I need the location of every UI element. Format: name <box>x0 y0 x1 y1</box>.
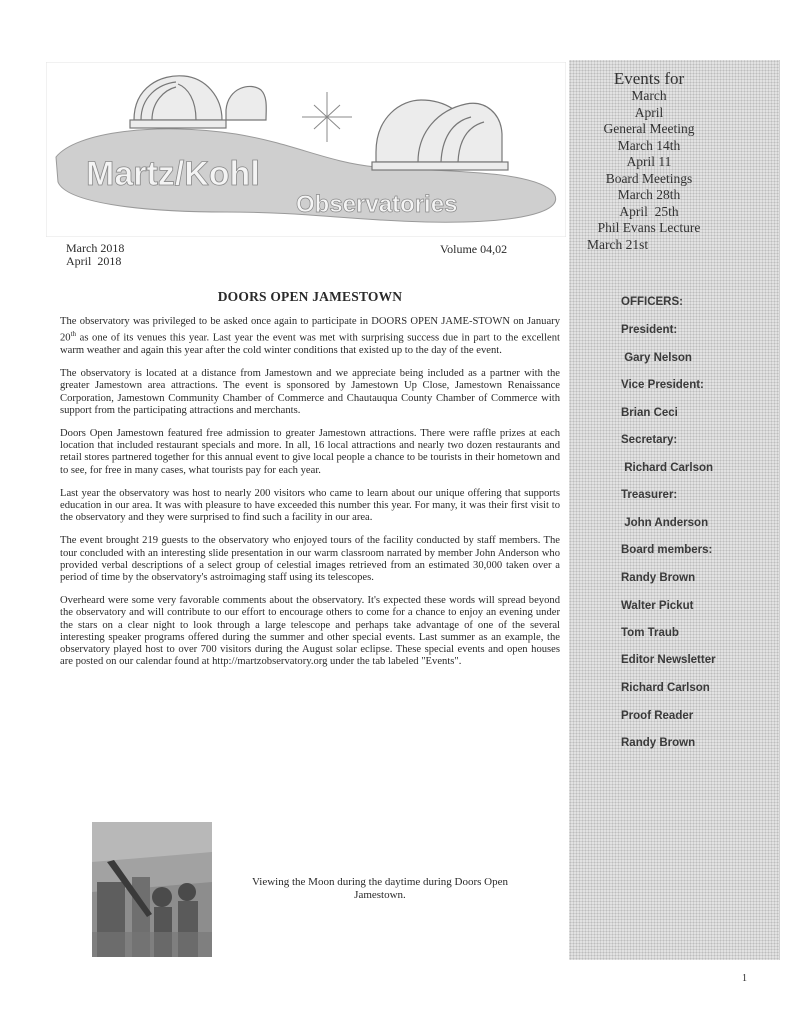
officers-heading: OFFICERS: <box>621 296 683 308</box>
page-number: 1 <box>742 973 747 984</box>
article-paragraph: The observatory is located at a distance from Jamestown and we appreciate being included as a partner with the greater Jamestown area attractions. The event is sponsored by Jamestown Up Close, Jamestown Renaissance Corporation, Jamestown Community Chamber of Commerce and Chautauqua County Chamber of Commerce with support from the participating attractions and merchants. <box>60 368 560 416</box>
issue-date-1: March 2018 <box>66 241 125 255</box>
events-list <box>569 70 729 253</box>
article-paragraph: Last year the observatory was host to nearly 200 visitors who came to learn about our unique offering that supports education in our area. It was with pleasure to have exceeded this number this year. For many, it was their first visit to the observatory and they were surprised to find such a facility in our area. <box>60 487 560 524</box>
event-photo <box>92 822 212 957</box>
event-item: April <box>634 104 664 120</box>
event-item: March <box>631 88 667 103</box>
photo-caption: Viewing the Moon during the daytime during Doors Open Jamestown. <box>252 876 508 901</box>
right-dome-icon <box>372 100 508 170</box>
star-icon <box>302 92 352 142</box>
officer-role: Editor Newsletter <box>621 654 716 666</box>
event-item: Phil Evans Lecture <box>597 220 701 235</box>
article-body <box>60 316 560 679</box>
issue-date-2: April 2018 <box>66 254 122 268</box>
event-item: March 21st <box>587 236 649 252</box>
logo-text-observatories: Observatories <box>296 191 458 218</box>
officer-name: Tom Traub <box>621 627 679 639</box>
event-item: March 28th <box>617 187 681 202</box>
officer-name: Walter Pickut <box>621 600 694 612</box>
event-item: Board Meetings <box>605 170 693 186</box>
event-item: General Meeting <box>603 121 695 136</box>
officer-name: John Anderson <box>621 517 709 529</box>
events-heading: Events for <box>613 69 685 88</box>
officer-role: Board members: <box>621 544 713 556</box>
officer-role: Vice President: <box>621 379 704 391</box>
logo-text-martz-kohl: Martz/Kohl <box>86 155 260 193</box>
officer-name: Richard Carlson <box>621 682 710 694</box>
superscript: th <box>70 330 77 339</box>
article-paragraph: Overheard were some very favorable comments about the observatory. It's expected these words will spread beyond the observatory and will contribute to our effort to encourage others to come for a chance to enjoy an evening under the stars on a clear night to look through a large telescope and perhaps take advantage of one of the several interesting speaker programs offered during the summer and other special events. Last summer as an example, the observatory played host to over 700 visitors during the August solar eclipse. These special events and open houses are posted on our calendar found at http://martzobservatory.org under the tab labeled "Events". <box>60 595 560 668</box>
article-paragraph <box>60 316 560 357</box>
officer-name: Richard Carlson <box>621 462 714 474</box>
issue-dates <box>66 242 124 268</box>
officer-role: President: <box>621 324 678 336</box>
officer-role: Proof Reader <box>621 710 694 722</box>
officer-name: Randy Brown <box>621 737 696 749</box>
event-item: April 25th <box>619 203 679 219</box>
officer-role: Secretary: <box>621 434 678 446</box>
article-paragraph: Doors Open Jamestown featured free admission to greater Jamestown attractions. There were raffle prizes at each location that included restaurant specials and more. In all, 16 local attractions and nearly two dozen restaurants and retail stores partnered together for this annual event to give local people a chance to be tourists in their hometown and to see, for free in many cases, what tourists pay for each year. <box>60 427 560 476</box>
event-item: March 14th <box>617 137 681 153</box>
officer-name: Brian Ceci <box>621 407 678 419</box>
event-item: April 11 <box>626 154 672 169</box>
paragraph-text: as one of its venues this year. Last year the event was met with surprising success due in part to the excellent warm weather and again this year after the cold winter conditions that existed up to the day of the event. <box>60 332 560 356</box>
article-title: DOORS OPEN JAMESTOWN <box>217 289 403 304</box>
left-dome-icon <box>130 76 266 128</box>
article-paragraph: The event brought 219 guests to the observatory who enjoyed tours of the facility conducted by staff members. The tour concluded with an interesting slide presentation in our warm classroom narrated by member John Anderson who provided verbal descriptions of a select group of celestial images retrieved from an estimated 30,000 taken over a period of time by the observatory's astroimaging staff using its telescopes. <box>60 535 560 583</box>
volume-number: Volume 04,02 <box>440 242 508 256</box>
officer-role: Treasurer: <box>621 489 678 501</box>
sidebar <box>569 60 780 960</box>
masthead-logo <box>46 62 566 237</box>
paragraph-text: The observatory was privileged to be asked once again to participate in DOORS OPEN JAME-STOWN on January 20 <box>60 316 560 344</box>
officer-name: Randy Brown <box>621 572 696 584</box>
officer-name: Gary Nelson <box>621 352 692 364</box>
